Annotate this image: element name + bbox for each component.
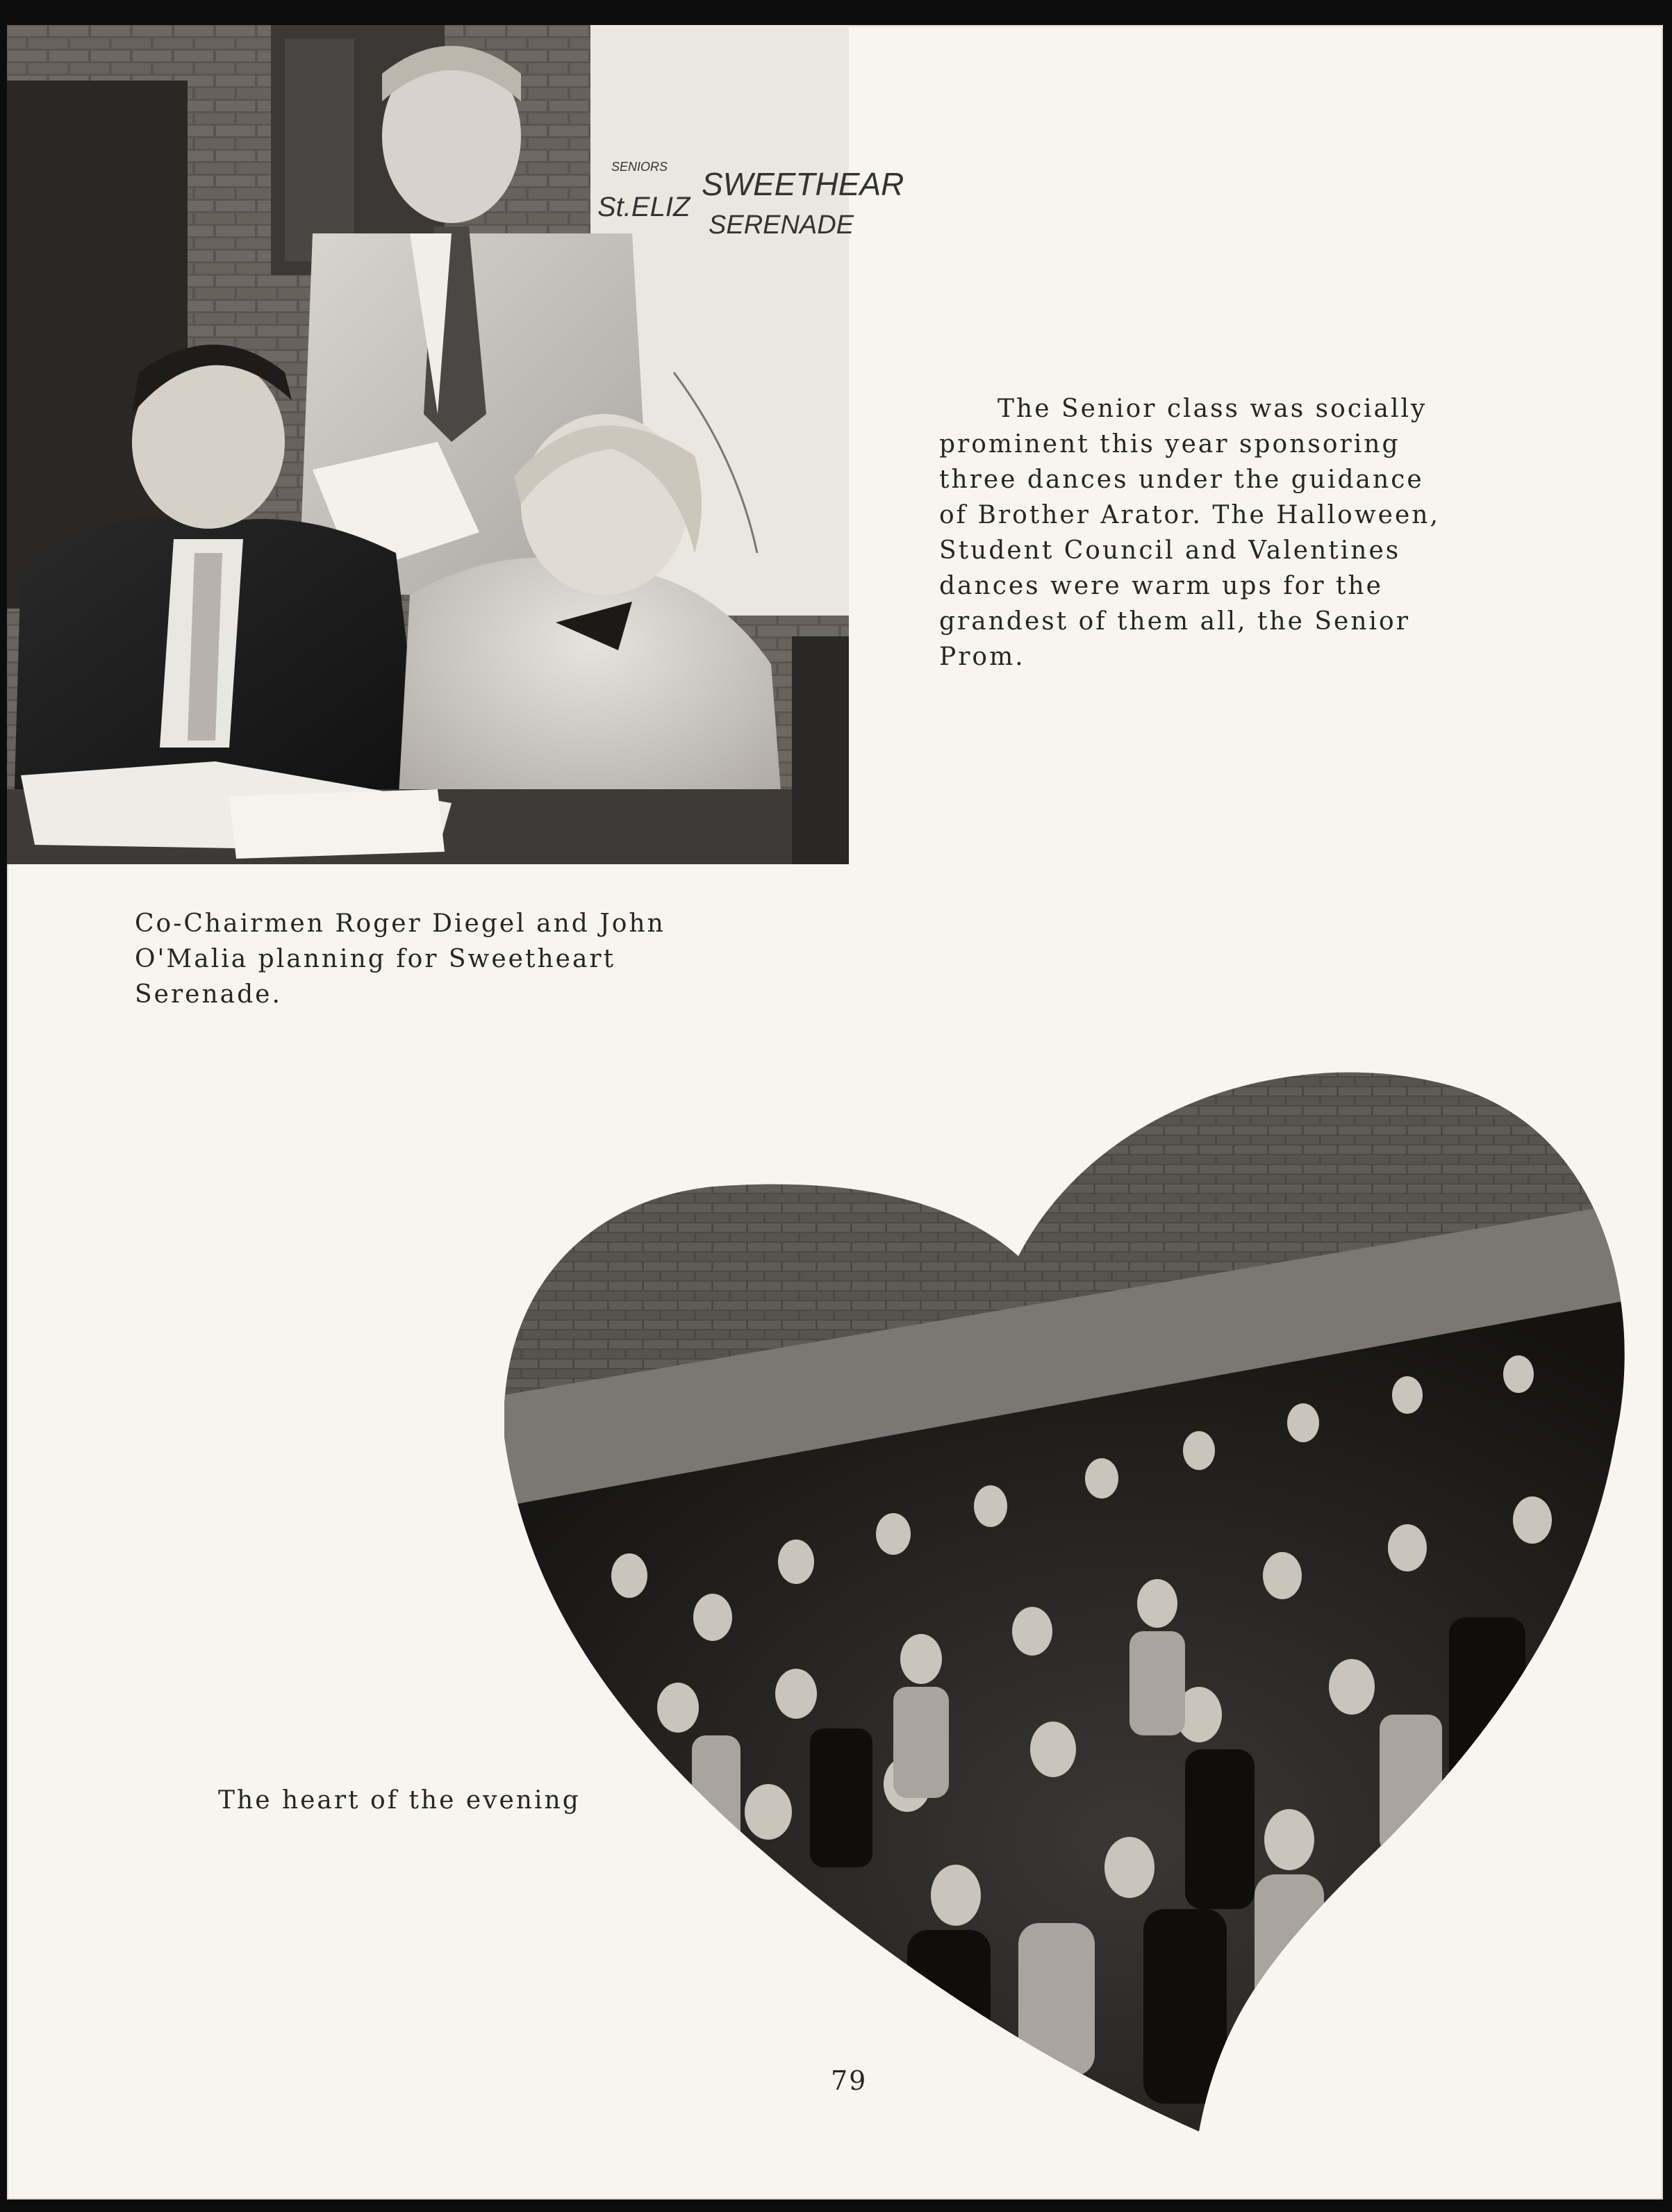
page-number: 79 <box>831 2065 868 2096</box>
dance-heart-photo <box>504 1048 1642 2133</box>
caption-line: Co-Chairmen Roger Diegel and John <box>135 909 665 938</box>
intro-line: prominent this year sponsoring <box>939 430 1400 459</box>
poster-serenade-text: SERENADE <box>709 211 854 240</box>
intro-paragraph <box>939 391 1564 675</box>
intro-line: grandest of them all, the Senior <box>939 607 1410 636</box>
intro-line: The Senior class was socially <box>998 395 1427 423</box>
intro-line: of Brother Arator. The Halloween, <box>939 501 1440 529</box>
dance-heart-photo-image <box>504 1048 1642 2133</box>
intro-line: dances were warm ups for the <box>939 572 1383 600</box>
caption-line: Serenade. <box>135 980 282 1009</box>
intro-line: three dances under the guidance <box>939 465 1424 494</box>
caption-line: O'Malia planning for Sweetheart <box>135 945 616 973</box>
poster-school-text: St.ELIZ <box>597 192 690 222</box>
intro-line: Student Council and Valentines <box>939 536 1401 565</box>
poster-seniors-text: SENIORS <box>611 160 668 174</box>
co-chairmen-caption <box>135 906 795 1012</box>
co-chairmen-photo <box>7 25 904 864</box>
heart-caption: The heart of the evening <box>218 1786 581 1815</box>
co-chairmen-photo-image <box>7 25 904 864</box>
intro-line: Prom. <box>939 643 1025 671</box>
poster-sweetheart-text: SWEETHEAR <box>702 166 904 202</box>
